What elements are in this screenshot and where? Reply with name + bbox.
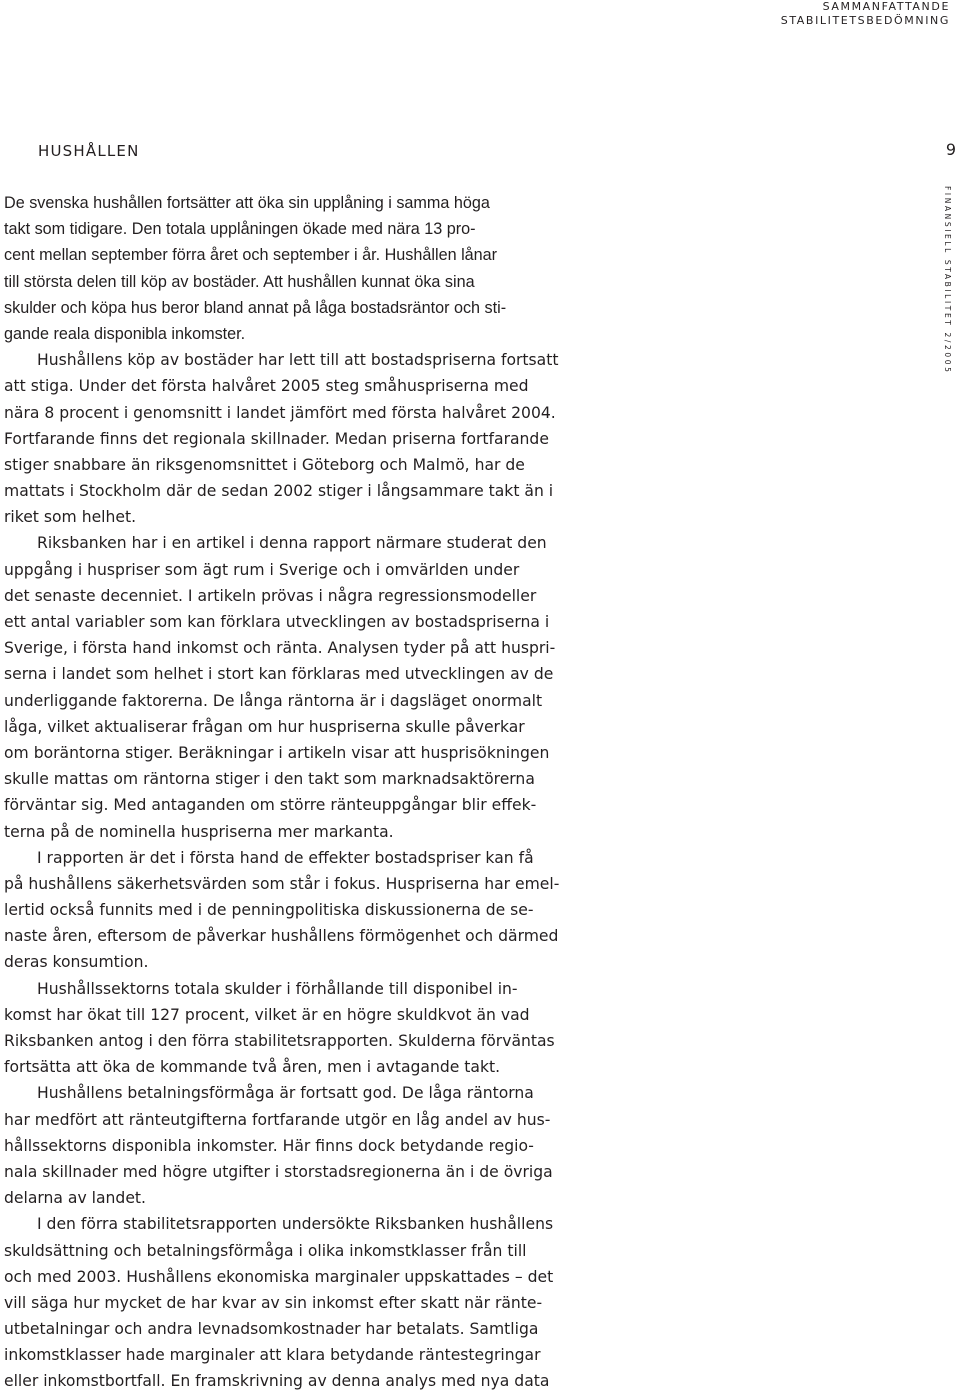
text-line: uppgång i huspriser som ägt rum i Sverige och i omvärlden under	[4, 560, 520, 579]
text-line: Hushållens betalningsförmåga är fortsatt god. De låga räntorna	[37, 1084, 534, 1103]
text-line: och med 2003. Hushållens ekonomiska marginaler uppskattades – det	[4, 1267, 554, 1286]
text-line: fortsätta att öka de kommande två åren, men i avtagande takt.	[4, 1058, 501, 1077]
text-line: mattats i Stockholm där de sedan 2002 stiger i långsammare takt än i	[4, 482, 554, 501]
text-line: det senaste decenniet. I artikeln prövas i några regressionsmodeller	[4, 586, 537, 605]
running-header	[781, 0, 950, 28]
text-line: terna på de nominella huspriserna mer markanta.	[4, 822, 394, 841]
text-line: nära 8 procent i genomsnitt i landet jämfört med första halvåret 2004.	[4, 403, 556, 422]
text-line: låga, vilket aktualiserar frågan om hur huspriserna skulle påverkar	[4, 717, 525, 736]
text-line: stiger snabbare än riksgenomsnittet i Göteborg och Malmö, har de	[4, 455, 525, 474]
text-line: utbetalningar och andra levnadsomkostnader har betalats. Samtliga	[4, 1320, 539, 1339]
text-line: komst har ökat till 127 procent, vilket är en högre skuldkvot än vad	[4, 1005, 530, 1024]
text-line: delarna av landet.	[4, 1189, 146, 1208]
text-line: att stiga. Under det första halvåret 2005 steg småhuspriserna med	[4, 377, 529, 396]
text-line: till största delen till köp av bostäder. Att hushållen kunnat öka sina	[4, 272, 475, 291]
text-line: Hushållssektorns totala skulder i förhållande till disponibel in-	[37, 979, 518, 998]
running-header-line-2: STABILITETSBEDÖMNING	[780, 14, 950, 27]
text-line: lertid också funnits med i de penningpolitiska diskussionerna de se-	[4, 901, 534, 920]
text-line: Riksbanken antog i den förra stabilitetsrapporten. Skulderna förväntas	[4, 1032, 555, 1050]
body-text	[4, 190, 560, 1395]
text-line: ett antal variabler som kan förklara utvecklingen av bostadspriserna i	[4, 613, 550, 631]
text-line: I rapporten är det i första hand de effekter bostadspriser kan få	[37, 848, 534, 867]
text-line: I den förra stabilitetsrapporten undersökte Riksbanken hushållens	[37, 1215, 554, 1234]
text-line: Fortfarande finns det regionala skillnader. Medan priserna fortfarande	[4, 429, 549, 448]
section-title: HUSHÅLLEN	[38, 142, 140, 160]
text-line: om boräntorna stiger. Beräkningar i artikeln visar att husprisökningen	[4, 743, 550, 762]
text-line: skulle mattas om räntorna stiger i den takt som marknadsaktörerna	[4, 770, 535, 789]
text-line: riket som helhet.	[4, 508, 137, 527]
text-line: gande reala disponibla inkomster.	[4, 324, 246, 343]
text-line: takt som tidigare. Den totala upplåningen ökade med nära 13 pro-	[4, 220, 476, 239]
text-line: nala skillnader med högre utgifter i storstadsregionerna än i de övriga	[4, 1162, 553, 1181]
text-line: på hushållens säkerhetsvärden som står i fokus. Huspriserna har emel-	[4, 874, 560, 893]
text-line: förväntar sig. Med antaganden om större ränteuppgångar blir effek-	[4, 796, 537, 815]
running-header-line-1: SAMMANFATTANDE	[822, 0, 950, 13]
text-line: Hushållens köp av bostäder har lett till att bostadspriserna fortsatt	[37, 351, 559, 370]
text-line: Sverige, i första hand inkomst och ränta. Analysen tyder på att huspri-	[4, 639, 556, 658]
text-line: Riksbanken har i en artikel i denna rapport närmare studerat den	[37, 534, 547, 553]
text-line: hållssektorns disponibla inkomster. Här finns dock betydande regio-	[4, 1136, 534, 1155]
text-line: skulder och köpa hus beror bland annat på låga bostadsräntor och sti-	[4, 298, 507, 317]
text-line: serna i landet som helhet i stort kan förklaras med utvecklingen av de	[4, 665, 554, 684]
text-line: skuldsättning och betalningsförmåga i olika inkomstklasser från till	[4, 1241, 527, 1260]
text-line: har medfört att ränteutgifterna fortfarande utgör en låg andel av hus-	[4, 1110, 551, 1129]
text-line: underliggande faktorerna. De långa räntorna är i dagsläget onormalt	[4, 691, 543, 710]
text-line: De svenska hushållen fortsätter att öka sin upplåning i samma höga	[4, 194, 490, 212]
page-number: 9	[945, 140, 956, 159]
text-line: cent mellan september förra året och september i år. Hushållen lånar	[4, 246, 498, 265]
text-line: eller inkomstbortfall. En framskrivning av denna analys med nya data	[4, 1372, 550, 1391]
text-line: inkomstklasser hade marginaler att klara betydande räntestegringar	[4, 1346, 541, 1365]
text-line: naste åren, eftersom de påverkar hushållens förmögenhet och därmed	[4, 927, 559, 946]
side-label: FINANSIELL STABILITET 2/2005	[943, 186, 952, 375]
text-line: deras konsumtion.	[4, 953, 149, 972]
text-line: vill säga hur mycket de har kvar av sin inkomst efter skatt när ränte-	[4, 1293, 543, 1312]
